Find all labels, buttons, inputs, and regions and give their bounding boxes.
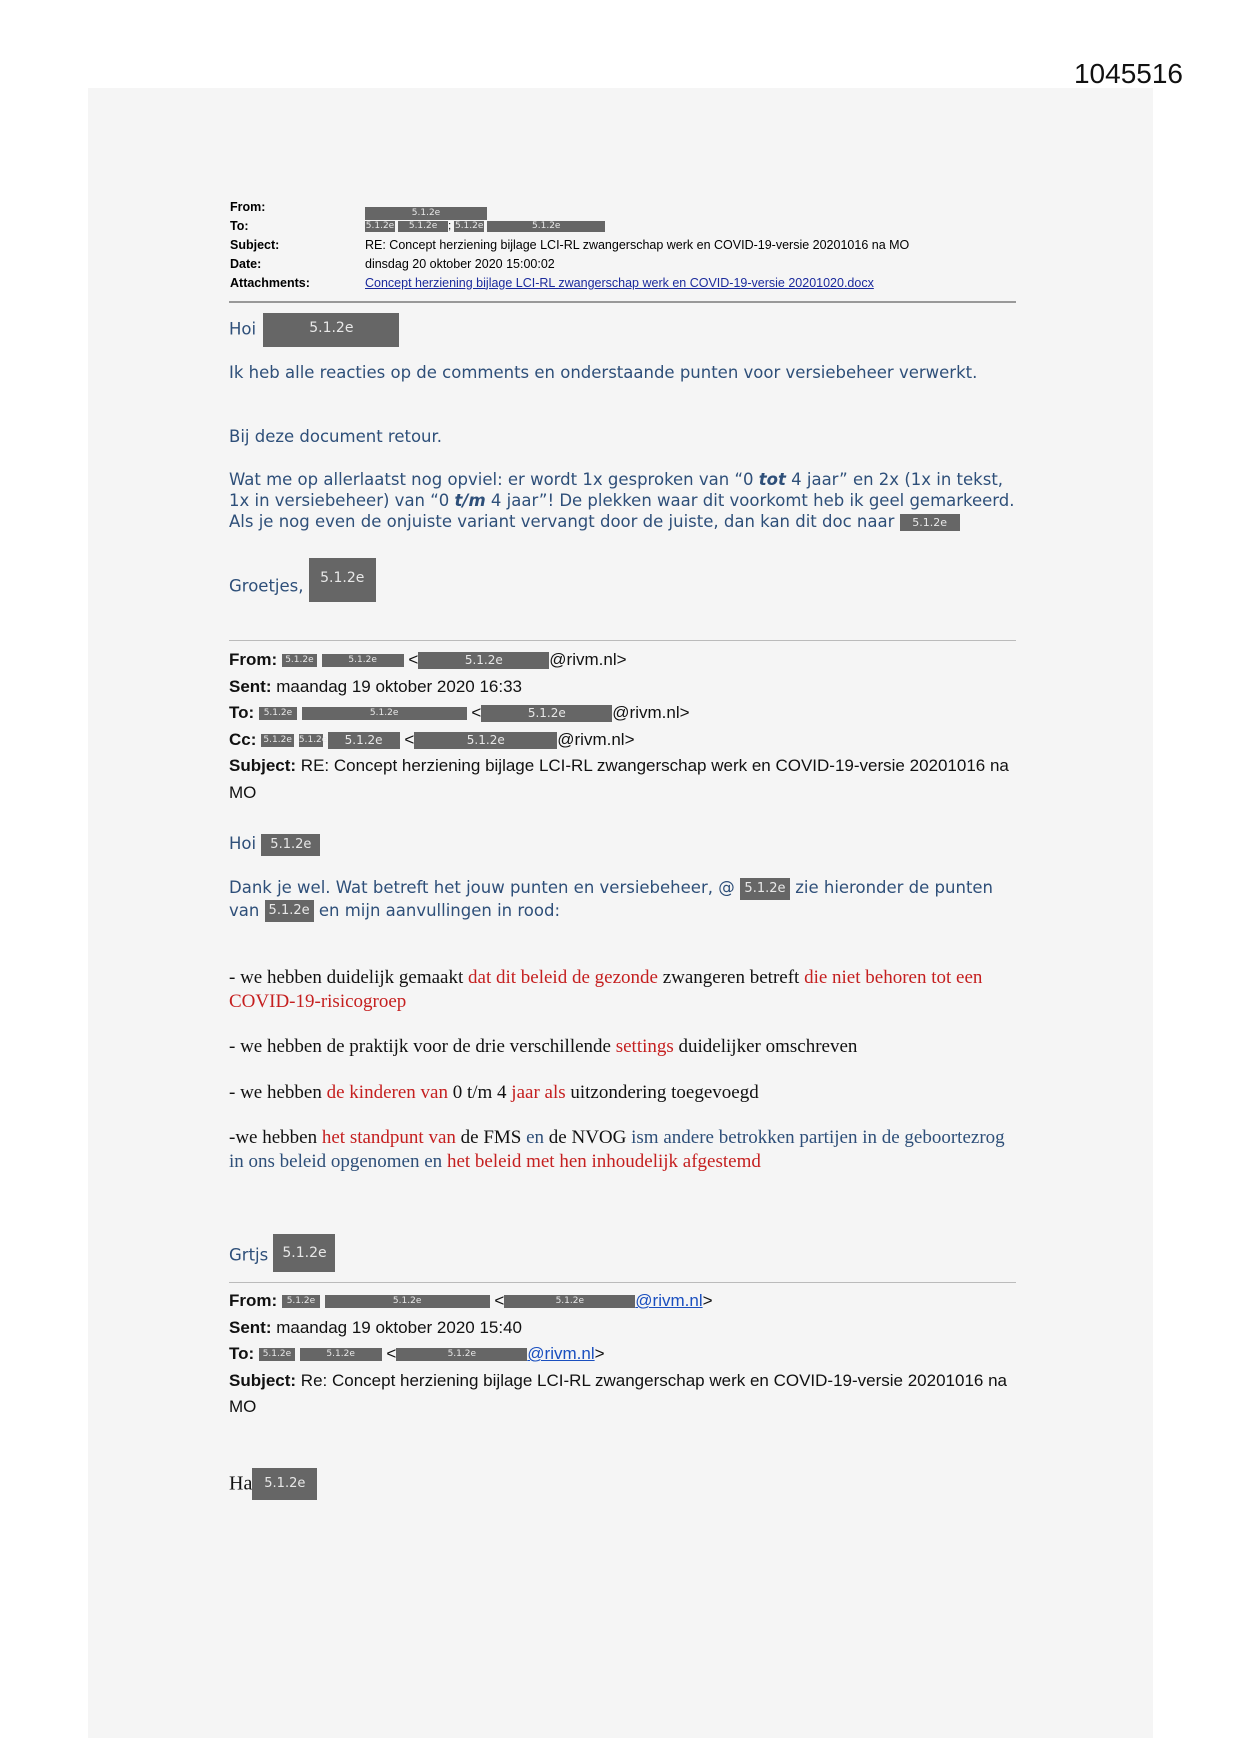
email-domain: @rivm.nl>	[612, 703, 690, 722]
text-run: - we hebben	[229, 1082, 327, 1103]
greeting-line	[229, 833, 1019, 856]
subject-label: Subject:	[229, 1370, 297, 1390]
closing-line	[229, 572, 1019, 602]
redaction-box: 5.1.2e	[282, 1295, 320, 1308]
subject-value: RE: Concept herziening bijlage LCI-RL zwangerschap werk en COVID-19-versie 20201016 na MO	[365, 237, 910, 252]
to-label: To:	[229, 1344, 255, 1363]
redaction-box: 5.1.2e	[325, 1295, 490, 1308]
redaction-box: 5.1.2e	[900, 514, 960, 531]
text-run: de FMS	[455, 1127, 527, 1148]
text-run: settings	[615, 1036, 674, 1057]
text-run: de kinderen van	[326, 1082, 448, 1103]
redaction-box: 5.1.2e	[261, 734, 294, 747]
text-run: Wat me op allerlaatst nog opviel: er wordt 1x gesproken van “0	[229, 470, 759, 489]
text-run: - we hebben duidelijk gemaakt	[229, 967, 469, 988]
redaction-box: 5.1.2e	[300, 1348, 382, 1361]
from-label: From:	[229, 1291, 278, 1310]
redaction-box: 5.1.2e	[396, 1348, 527, 1361]
redaction-box: 5.1.2e	[481, 705, 612, 722]
email-domain: @rivm.nl>	[557, 729, 635, 749]
text-run: 4 jaar”! De plekken waar dit voorkomt heb ik geel gemarkeerd. Als je nog even de onjuiste variant vervangt door de juiste, dan kan dit doc naar	[229, 491, 1015, 531]
redaction-box: 5.1.2e	[309, 558, 376, 602]
email-domain: @rivm.nl>	[549, 650, 627, 669]
cc-label: Cc:	[229, 729, 257, 749]
greeting-line	[229, 313, 1019, 347]
text-run: dat dit beleid de gezonde	[468, 967, 658, 988]
attachment-link[interactable]: Concept herziening bijlage LCI-RL zwangerschap werk en COVID-19-versie 20201020.docx	[365, 275, 874, 290]
redaction-box: 5.1.2e	[365, 207, 487, 220]
sent-label: Sent:	[229, 676, 272, 696]
subject-label: Subject:	[230, 237, 280, 252]
redaction-box: 5.1.2e	[414, 732, 557, 749]
redaction-box: 5.1.2e	[273, 1234, 335, 1272]
greeting-text: Ha	[229, 1472, 253, 1495]
header-from-row	[230, 198, 1020, 217]
from-row: From: 5.1.2e 5.1.2e < 5.1.2e @rivm.nl>	[229, 1291, 713, 1310]
redaction-box: 5.1.2e	[298, 734, 328, 745]
to-row: To: 5.1.2e 5.1.2e < 5.1.2e @rivm.nl>	[229, 703, 690, 722]
email-link[interactable]: @rivm.nl	[527, 1344, 595, 1363]
text-run: duidelijker omschreven	[673, 1036, 858, 1057]
redaction-box: 5.1.2e	[487, 221, 605, 232]
redaction-box: 5.1.2e	[398, 221, 448, 232]
redaction-box: 5.1.2e	[504, 1295, 635, 1308]
paragraph	[229, 469, 1019, 532]
closing-text: Grtjs	[229, 1245, 269, 1265]
text-run: zie hieronder de punten van	[229, 878, 994, 920]
email-print-header	[230, 198, 1020, 292]
greeting-text: Hoi	[229, 834, 257, 853]
paragraph: Ik heb alle reacties op de comments en onderstaande punten voor versiebeheer verwerkt.	[229, 363, 978, 382]
subject-value: RE: Concept herziening bijlage LCI-RL zwangerschap werk en COVID-19-versie 20201016 na MO	[229, 756, 1009, 802]
date-label: Date:	[230, 256, 262, 271]
redaction-box: 5.1.2e	[322, 654, 404, 667]
bullet-item	[229, 966, 1019, 1014]
date-value: dinsdag 20 oktober 2020 15:00:02	[365, 256, 555, 271]
subject-row	[229, 1368, 1019, 1421]
text-run: die niet behoren tot een COVID-19-risicogroep	[229, 967, 983, 1012]
redaction-box: 5.1.2e	[265, 900, 314, 922]
header-to-row: To: 5.1.2e 5.1.2e ; 5.1.2e 5.1.2e	[230, 217, 1020, 236]
header-date-row	[230, 254, 1020, 273]
document-number: 1045516	[1073, 58, 1183, 89]
closing-text: Groetjes,	[229, 576, 304, 596]
to-label: To:	[230, 219, 249, 234]
email-link[interactable]: @rivm.nl	[635, 1291, 703, 1310]
text-run: jaar als	[511, 1082, 566, 1103]
redaction-box: 5.1.2e	[263, 313, 399, 347]
bullet-item	[229, 1035, 1019, 1059]
cc-row: Cc: 5.1.2e 5.1.2e 5.1.2e < 5.1.2e @rivm.nl>	[229, 729, 635, 749]
from-label: From:	[230, 200, 266, 215]
from-label: From:	[229, 650, 278, 669]
text-run: de NVOG	[544, 1127, 632, 1148]
sent-label: Sent:	[229, 1317, 272, 1337]
subject-label: Subject:	[229, 756, 297, 775]
text-run: en mijn aanvullingen in rood:	[318, 900, 561, 920]
bullet-item	[229, 1081, 1019, 1105]
text-run: het standpunt van	[321, 1127, 456, 1148]
to-label: To:	[229, 703, 255, 722]
from-row: From: 5.1.2e 5.1.2e < 5.1.2e @rivm.nl>	[229, 650, 627, 669]
sent-value: maandag 19 oktober 2020 16:33	[276, 676, 522, 696]
message-divider	[229, 640, 1016, 641]
to-row: To: 5.1.2e 5.1.2e < 5.1.2e @rivm.nl>	[229, 1344, 605, 1363]
greeting-text: Hoi	[229, 319, 257, 339]
redaction-box: 5.1.2e	[740, 878, 790, 900]
bullet-item	[229, 1126, 1019, 1174]
paragraph	[229, 877, 1019, 922]
redaction-box: 5.1.2e	[328, 732, 400, 749]
text-run: ism andere betrokken partijen in de geboortezrog in ons beleid opgenomen en	[229, 1127, 1005, 1172]
text-run: -we hebben	[229, 1127, 322, 1148]
message-divider	[229, 1282, 1016, 1283]
redaction-box: 5.1.2e	[261, 834, 320, 856]
text-run: uitzondering toegevoegd	[565, 1082, 759, 1103]
subject-row	[229, 753, 1019, 806]
text-run: 0 t/m 4	[447, 1082, 512, 1103]
text-run: zwangeren betreft	[657, 967, 805, 988]
sent-value: maandag 19 oktober 2020 15:40	[276, 1317, 522, 1337]
text-run: Dank je wel. Wat betreft het jouw punten en versiebeheer, @	[229, 878, 735, 897]
sent-row	[229, 1315, 1019, 1342]
greeting-line	[229, 1470, 1019, 1500]
attachments-label: Attachments:	[230, 275, 310, 290]
text-run: t/m	[454, 491, 486, 510]
paragraph: Bij deze document retour.	[229, 427, 443, 446]
redaction-box: 5.1.2e	[282, 654, 317, 667]
text-run: tot	[758, 470, 786, 489]
text-run: en	[526, 1127, 545, 1148]
header-divider	[229, 301, 1016, 303]
text-run: - we hebben de praktijk voor de drie verschillende	[229, 1036, 616, 1057]
redaction-box: 5.1.2e	[302, 707, 467, 720]
text-run: 4 jaar” en 2x (1x in tekst, 1x in versiebeheer) van “0	[229, 470, 1004, 510]
redaction-box: 5.1.2e	[418, 652, 549, 669]
closing-line	[229, 1240, 1019, 1272]
quoted-header	[229, 1288, 1019, 1421]
sent-row	[229, 674, 1019, 701]
quoted-header	[229, 647, 1019, 806]
redaction-box: 5.1.2e	[454, 220, 484, 231]
header-attachments-row	[230, 273, 1020, 292]
text-run: het beleid met hen inhoudelijk afgestemd	[446, 1151, 761, 1172]
redaction-box: 5.1.2e	[252, 1468, 317, 1500]
header-subject-row	[230, 236, 1020, 255]
redaction-box: 5.1.2e	[259, 707, 297, 720]
redaction-box: 5.1.2e	[365, 220, 395, 231]
subject-value: Re: Concept herziening bijlage LCI-RL zwangerschap werk en COVID-19-versie 20201016 na MO	[229, 1370, 1007, 1416]
redaction-box: 5.1.2e	[259, 1348, 295, 1361]
